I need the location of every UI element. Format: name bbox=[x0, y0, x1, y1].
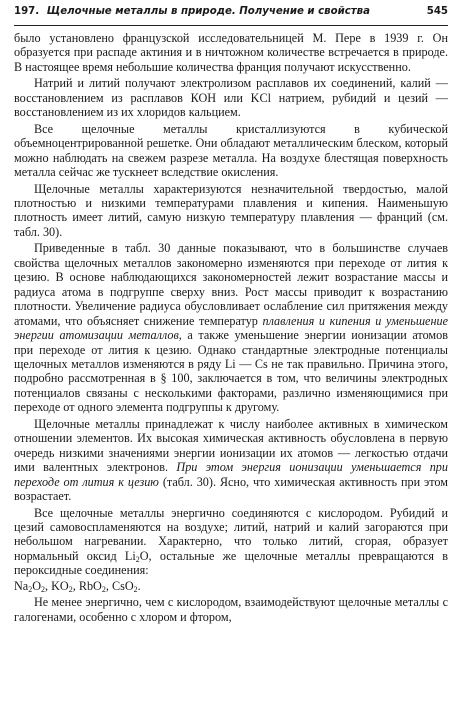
paragraph-7 bbox=[14, 506, 448, 578]
page-number: 545 bbox=[426, 6, 448, 17]
formula-na2o2-sub2: 2 bbox=[41, 584, 46, 594]
paragraph-5-text-a: Приведенные в табл. 30 данные показывают, что в большинстве случаев свойства щелочных металлов закономерно изменяются при переходе от лития к цезию. В основе наблюдающихся закономерностей лежит возрастание массы и радиуса атома в подгруппе сверху вниз. Рост массы приводит к возрастанию плотности. Увеличение радиуса обусловливает ослабление сил притяжения между атомами, что объясняет снижение температур bbox=[14, 241, 448, 328]
paragraph-2-text: Натрий и литий получают электролизом расплавов их соединений, калий — восстановлением из расплавов КОН или KCl натрием, рубидий и цезий — восстановлением из их хлоридов кальцием. bbox=[14, 76, 448, 120]
section-heading bbox=[14, 6, 370, 17]
formula-ko2-part: KO bbox=[51, 578, 69, 593]
paragraph-6-text-a: Щелочные металлы принадлежат к числу наиболее активных в химическом отношении элементов. Их высокая химическая активность обусловлена в первую очередь низкими значениями энергии ионизации их атомов — легкостью отдачи ими валентных электронов. bbox=[14, 416, 448, 475]
paragraph-8-text: Не менее энергично, чем с кислородом, взаимодействуют щелочные металлы с галогенами, особенно с хлором и фтором, bbox=[14, 595, 448, 624]
formula-cso2-sub: 2 bbox=[133, 584, 138, 594]
section-title: Щелочные металлы в природе. Получение и свойства bbox=[46, 6, 371, 17]
paragraph-4-text: Щелочные металлы характеризуются незначительной твердостью, малой плотностью и низкими температурами плавления и кипения. Наименьшую плотность имеет литий, самую низкую температуру плавления — франций (см. табл. 30). bbox=[14, 181, 448, 239]
formula-na2o2-sub1: 2 bbox=[28, 584, 33, 594]
formula-separator: , bbox=[72, 578, 79, 593]
formula-na2o2 bbox=[14, 579, 45, 593]
peroxide-formulas bbox=[14, 579, 448, 593]
body-text bbox=[14, 31, 448, 624]
formula-separator: , bbox=[45, 578, 52, 593]
formula-end: . bbox=[137, 578, 141, 593]
paragraph-5-emphasis: плавления и кипения и уменьшение энергии атомизации металлов, bbox=[14, 313, 449, 343]
document-page bbox=[14, 6, 448, 706]
paragraph-3-text: Все щелочные металлы кристаллизуются в кубической объемноцентрированной решетке. Они обладают металлическим блеском, который можно наблюдать на свежем разрезе металла. На воздухе блестящая поверхность металла сейчас же тускнеет вследствие окисления. bbox=[14, 121, 448, 180]
formula-rbo2-part: RbO bbox=[78, 578, 102, 593]
paragraph-4 bbox=[14, 182, 448, 240]
paragraph-6-emphasis: При этом энергия ионизации уменьшается при переходе от лития к цезию bbox=[14, 460, 448, 489]
section-number: 197. bbox=[14, 6, 40, 17]
paragraph-7-text-b: O, остальные же щелочные металлы превращаются в пероксидные соединения: bbox=[14, 548, 448, 578]
paragraph-6-text-b: (табл. 30). Ясно, что химическая активность при этом возрастает. bbox=[14, 474, 448, 504]
paragraph-3 bbox=[14, 122, 448, 180]
paragraph-7-text-a: Все щелочные металлы энергично соединяются с кислородом. Рубидий и цезий самовоспламеняются на воздухе; литий, натрий и калий загораются при небольшом нагревании. Характерно, что только литий, сгорая, образует нормальный оксид Li bbox=[14, 505, 448, 563]
paragraph-6 bbox=[14, 417, 448, 504]
formula-na2o2-part2: O bbox=[32, 578, 42, 593]
running-header bbox=[14, 6, 448, 26]
formula-ko2-sub: 2 bbox=[68, 584, 73, 594]
formula-rbo2-sub: 2 bbox=[101, 584, 106, 594]
formula-ko2 bbox=[51, 579, 73, 593]
formula-rbo2 bbox=[79, 579, 106, 593]
paragraph-2 bbox=[14, 76, 448, 119]
formula-cso2-part: CsO bbox=[111, 578, 134, 593]
paragraph-5-text-b: а также уменьшение энергии ионизации атомов при переходе от лития к цезию. Однако стандартные электродные потенциалы щелочных металлов изменяются в ряду Li — Cs не так правильно. Причина этого, подробно рассмотренная в § 100, заключается в том, что величины электродных потенциалов связаны с несколькими факторами, различно изменяющимися при переходе от одного элемента подгруппы к другому. bbox=[14, 328, 448, 415]
formula-na2o2-part: Na bbox=[14, 578, 29, 593]
paragraph-5 bbox=[14, 241, 448, 414]
paragraph-8 bbox=[14, 595, 448, 624]
paragraph-1 bbox=[14, 31, 448, 74]
formula-separator: , bbox=[105, 578, 112, 593]
paragraph-7-subscript: 2 bbox=[135, 554, 140, 564]
paragraph-1-text: было установлено французской исследовательницей М. Пере в 1939 г. Он образуется при распаде актиния и в ничтожном количестве встречается в природе. В настоящее время небольшие количества франция получают искусственно. bbox=[14, 31, 448, 74]
formula-cso2 bbox=[112, 579, 138, 593]
